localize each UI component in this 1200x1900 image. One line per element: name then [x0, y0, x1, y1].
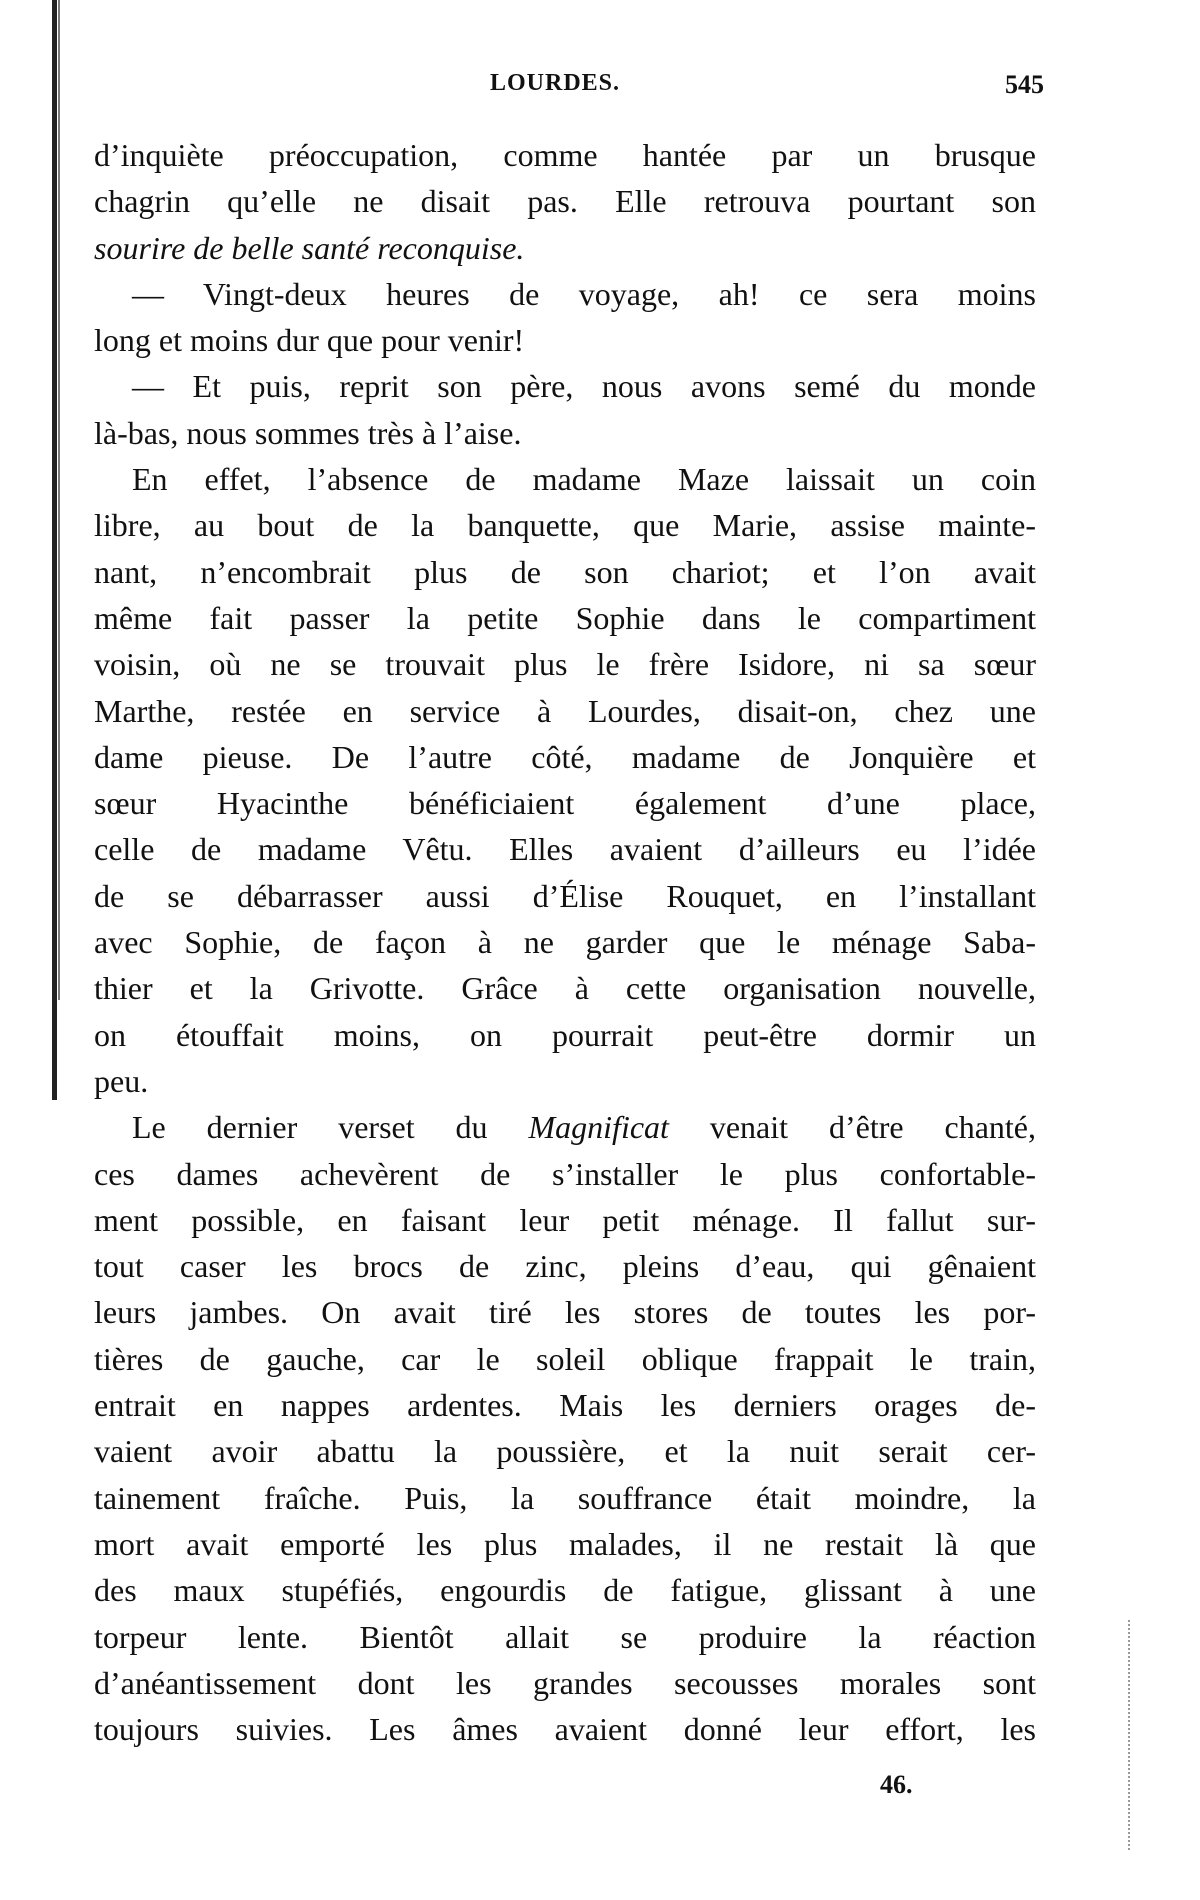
text-line: sœur Hyacinthe bénéficiaient également d’une place,: [94, 785, 1036, 822]
text-line: vaient avoir abattu la poussière, et la nuit serait cer-: [94, 1433, 1036, 1470]
text-line: ment possible, en faisant leur petit ménage. Il fallut sur-: [94, 1201, 1036, 1238]
text-line: avec Sophie, de façon à ne garder que le ménage Saba-: [94, 924, 1036, 961]
text-line: — Vingt-deux heures de voyage, ah! ce sera moins: [132, 275, 1036, 312]
text-line: même fait passer la petite Sophie dans le compartiment: [94, 599, 1036, 636]
text-line: mort avait emporté les plus malades, il ne restait là que: [94, 1525, 1036, 1562]
text-line: leurs jambes. On avait tiré les stores de toutes les por-: [94, 1294, 1036, 1331]
text-line: En effet, l’absence de madame Maze laissait un coin: [132, 461, 1036, 498]
text-line: tout caser les brocs de zinc, pleins d’eau, qui gênaient: [94, 1248, 1036, 1285]
running-title: LOURDES.: [490, 70, 621, 96]
text-line: torpeur lente. Bientôt allait se produire la réaction: [94, 1618, 1036, 1655]
text-line: sourire de belle santé reconquise.: [94, 229, 525, 266]
text-line: ces dames achevèrent de s’installer le plus confortable-: [94, 1155, 1036, 1192]
text-line: — Et puis, reprit son père, nous avons semé du monde: [132, 368, 1036, 405]
binding-edge: [52, 0, 57, 1100]
text-line: on étouffait moins, on pourrait peut-être dormir un: [94, 1016, 1036, 1053]
text-line: là-bas, nous sommes très à l’aise.: [94, 414, 522, 451]
text-line: peu.: [94, 1062, 149, 1099]
text-line: Marthe, restée en service à Lourdes, disait-on, chez une: [94, 692, 1036, 729]
scan-artifact-dots: [1128, 1620, 1132, 1850]
italic-title: Magnificat: [528, 1109, 669, 1146]
text-line: celle de madame Vêtu. Elles avaient d’ailleurs eu l’idée: [94, 831, 1036, 868]
text-line: thier et la Grivotte. Grâce à cette organisation nouvelle,: [94, 970, 1036, 1007]
text-line: entrait en nappes ardentes. Mais les derniers orages de-: [94, 1387, 1036, 1424]
text-line: tières de gauche, car le soleil oblique frappait le train,: [94, 1340, 1036, 1377]
body-text: [94, 132, 1036, 1752]
text-line: de se débarrasser aussi d’Élise Rouquet, en l’installant: [94, 877, 1036, 914]
text-line: Le dernier verset du Magnificat venait d’être chanté,: [132, 1109, 1037, 1146]
text-line: libre, au bout de la banquette, que Marie, assise mainte-: [94, 507, 1036, 544]
text-line: d’inquiète préoccupation, comme hantée par un brusque: [94, 137, 1036, 173]
binding-shadow: [58, 0, 60, 1000]
text-line: voisin, où ne se trouvait plus le frère Isidore, ni sa sœur: [94, 646, 1036, 683]
page-number: 545: [1005, 70, 1044, 99]
text-line: d’anéantissement dont les grandes secousses morales sont: [94, 1664, 1036, 1701]
text-line: long et moins dur que pour venir!: [94, 322, 525, 359]
signature-mark: 46.: [880, 1770, 913, 1799]
text-line: toujours suivies. Les âmes avaient donné leur effort, les: [94, 1711, 1036, 1748]
text-line: tainement fraîche. Puis, la souffrance était moindre, la: [94, 1479, 1036, 1516]
text-line: chagrin qu’elle ne disait pas. Elle retrouva pourtant son: [94, 183, 1036, 220]
text-line: des maux stupéfiés, engourdis de fatigue, glissant à une: [94, 1572, 1036, 1609]
text-line: dame pieuse. De l’autre côté, madame de Jonquière et: [94, 738, 1036, 775]
text-line: nant, n’encombrait plus de son chariot; et l’on avait: [94, 553, 1036, 590]
